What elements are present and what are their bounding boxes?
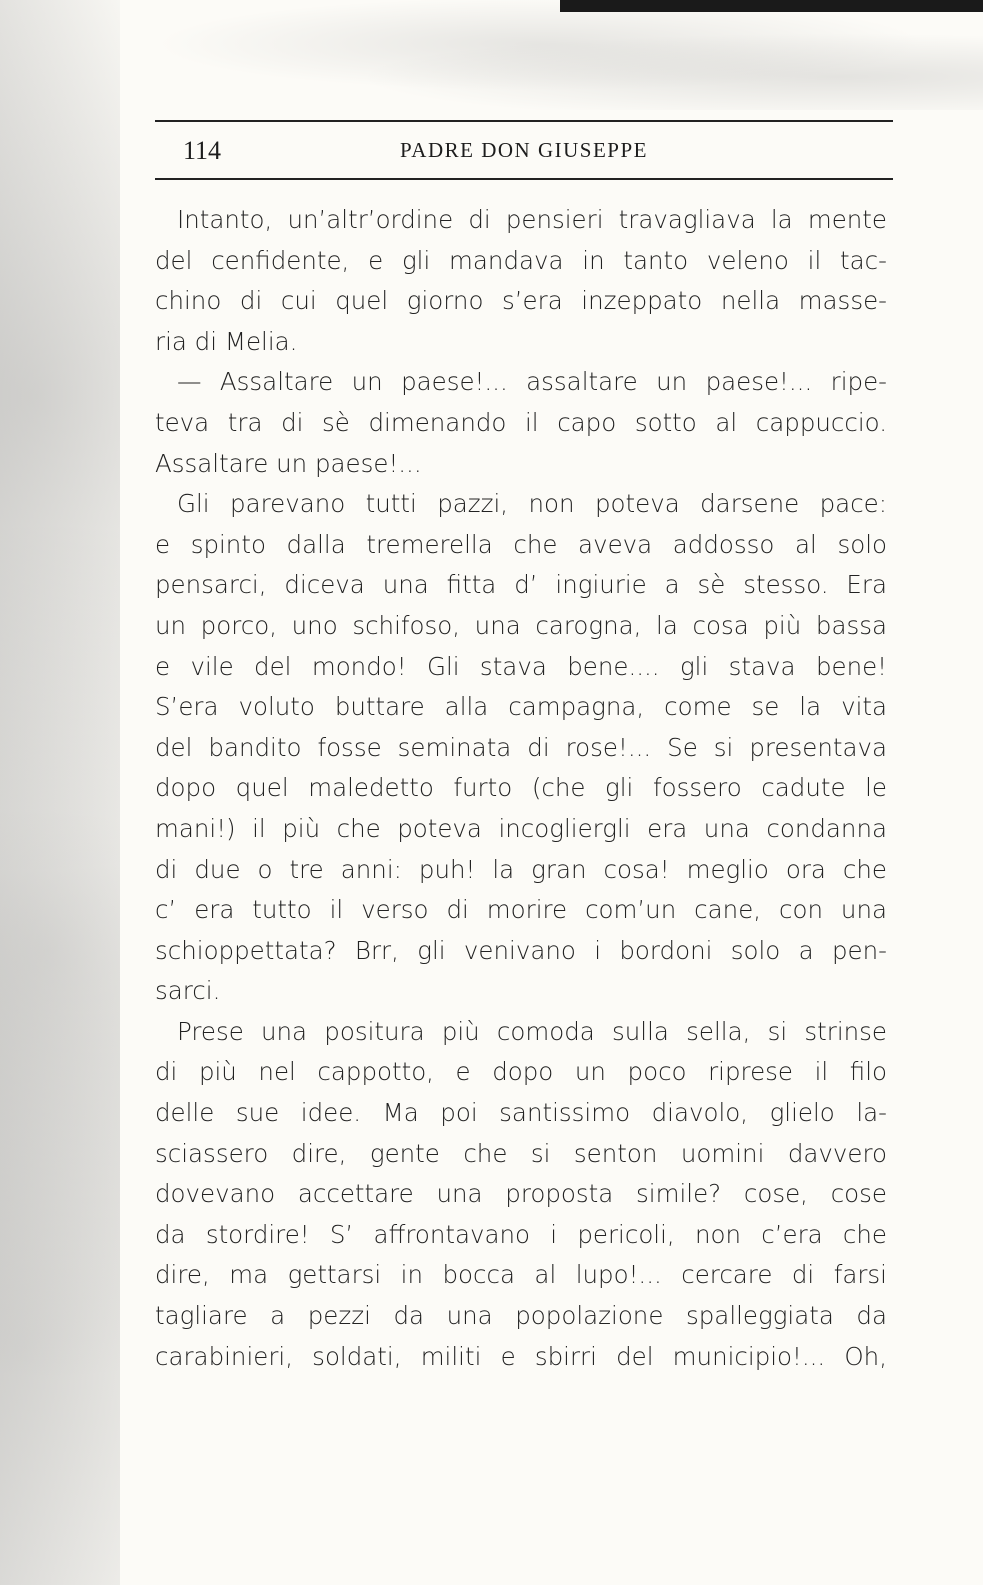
text-line: pensarci, diceva una fitta d’ ingiurie a sè stesso. Era [155,570,887,600]
body-text [155,200,887,1377]
running-head [155,120,893,180]
text-line: dire, ma gettarsi in bocca al lupo!... cercare di farsi [155,1260,887,1290]
text-line: schioppettata? Brr, gli venivano i bordoni solo a pen- [155,935,887,965]
scan-top-edge [560,0,983,12]
page-number: 114 [183,136,222,165]
text-line: dopo quel maledetto furto (che gli fossero cadute le [155,773,887,803]
text-line: Assaltare un paese!... [155,448,422,478]
text-line: Intanto, un’altr’ordine di pensieri travagliava la mente [177,205,887,234]
text-line: Prese una positura più comoda sulla sella, si strinse [177,1016,887,1046]
text-line: S’era voluto buttare alla campagna, come se la vita [155,692,887,722]
text-line: tagliare a pezzi da una popolazione spalleggiata da [155,1301,887,1331]
text-line: un porco, uno schifoso, una carogna, la cosa più bassa [155,610,887,640]
text-line: di due o tre anni: puh! la gran cosa! meglio ora che [155,854,887,884]
scan-edge-noise [0,0,120,1585]
running-title: PADRE DON GIUSEPPE [400,138,648,162]
text-line: carabinieri, soldati, militi e sbirri del municipio!... Oh, [155,1341,887,1371]
text-line: del bandito fosse seminata di rose!... Se si presentava [155,732,887,762]
text-line: teva tra di sè dimenando il capo sotto al cappuccio. [155,407,887,437]
text-line: del cenfidente, e gli mandava in tanto veleno il tac- [155,245,887,275]
text-line: di più nel cappotto, e dopo un poco riprese il filo [155,1057,887,1087]
text-line: c’ era tutto il verso di morire com’un cane, con una [155,895,887,925]
text-line: delle sue idee. Ma poi santissimo diavolo, glielo la- [155,1098,887,1128]
scan-top-noise [0,0,983,110]
text-line: mani!) il più che poteva incogliergli era una condanna [155,813,887,843]
text-line: sarci. [155,976,221,1006]
text-line: ria di Melia. [155,326,298,356]
text-line: e spinto dalla tremerella che aveva addosso al solo [155,529,887,559]
text-line: Gli parevano tutti pazzi, non poteva darsene pace: [177,489,887,519]
text-line: sciassero dire, gente che si senton uomini davvero [155,1138,887,1168]
text-line: chino di cui quel giorno s’era inzeppato nella masse- [155,286,887,316]
text-line: — Assaltare un paese!... assaltare un paese!... ripe- [177,367,887,397]
text-line: dovevano accettare una proposta simile? cose, cose [155,1179,887,1209]
text-line: e vile del mondo! Gli stava bene.... gli stava bene! [155,651,887,681]
text-line: da stordire! S’ affrontavano i pericoli, non c’era che [155,1219,887,1249]
